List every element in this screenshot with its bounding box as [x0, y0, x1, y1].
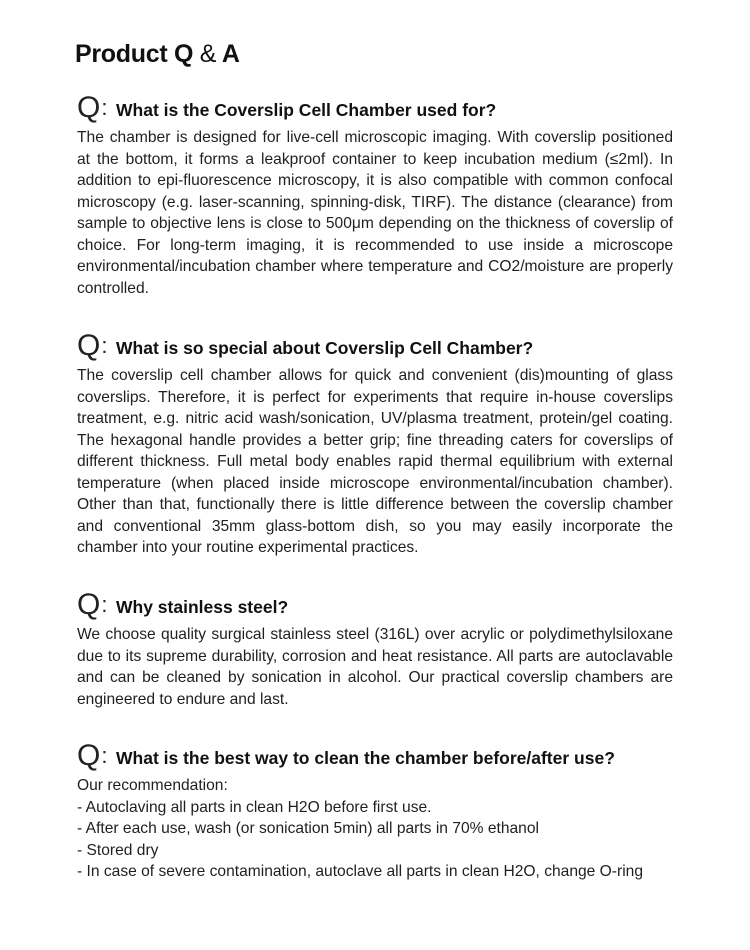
answer-list [77, 775, 673, 883]
q-marker: Q: [77, 588, 108, 621]
title-part-1: Product Q [75, 40, 194, 68]
answer-text: The chamber is designed for live-cell microscopic imaging. With coverslip positioned at the bottom, it forms a leakproof container to keep incubation medium (≤2ml). In addition to epi-fluorescence microscopy, it is also compatible with common confocal microscopy (e.g. laser-scanning, spinning-disk, TIRF). The distance (clearance) from sample to objective lens is close to 500μm depending on the thickness of coverslip of choice. For long-term imaging, it is recommended to use inside a microscope environmental/incubation chamber where temperature and CO2/moisture are properly controlled. [77, 129, 673, 297]
question-row [77, 741, 673, 775]
question-text: What is so special about Coverslip Cell Chamber? [116, 338, 534, 358]
question-row [77, 590, 673, 624]
answer-line: - Stored dry [77, 841, 159, 859]
answer-text: The coverslip cell chamber allows for quick and convenient (dis)mounting of glass coverslips. Therefore, it is perfect for experiments that require in-house coverslips treatment, e.g. nitric acid wash/sonication, UV/plasma treatment, protein/gel coating. The hexagonal handle provides a better grip; fine threading caters for coverslips of different thickness. Full metal body enables rapid thermal equilibrium with external temperature (when placed inside microscope environmental/incubation chamber). Other than that, functionally there is little difference between the coverslip chamber and conventional 35mm glass-bottom dish, so you may easily incorporate the chamber into your routine experimental practices. [77, 367, 673, 556]
question-text: What is the best way to clean the chamber before/after use? [116, 748, 615, 768]
qa-item-4 [77, 741, 673, 883]
q-marker: Q: [77, 739, 108, 772]
question-text: Why stainless steel? [116, 597, 289, 617]
question-row [77, 331, 673, 365]
answer-line: - In case of severe contamination, autoclave all parts in clean H2O, change O-ring [77, 863, 644, 880]
qa-item-1 [77, 93, 673, 299]
answer-line: - Autoclaving all parts in clean H2O before first use. [77, 798, 432, 816]
qa-item-2 [77, 331, 673, 559]
answer-line: - After each use, wash (or sonication 5min) all parts in 70% ethanol [77, 820, 539, 837]
question-row [77, 93, 673, 127]
answer-line: Our recommendation: [77, 777, 228, 794]
question-text: What is the Coverslip Cell Chamber used for? [116, 100, 497, 120]
qa-item-3 [77, 590, 673, 710]
q-marker: Q: [77, 91, 108, 124]
answer-text: We choose quality surgical stainless steel (316L) over acrylic or polydimethylsiloxane due to its supreme durability, corrosion and heat resistance. All parts are autoclavable and can be cleaned by sonication in alcohol. Our practical coverslip chambers are engineered to endure and last. [77, 626, 673, 708]
title-part-2: A [221, 40, 240, 68]
q-marker: Q: [77, 329, 108, 362]
title-ampersand: & [199, 40, 217, 68]
page-title [75, 40, 240, 69]
